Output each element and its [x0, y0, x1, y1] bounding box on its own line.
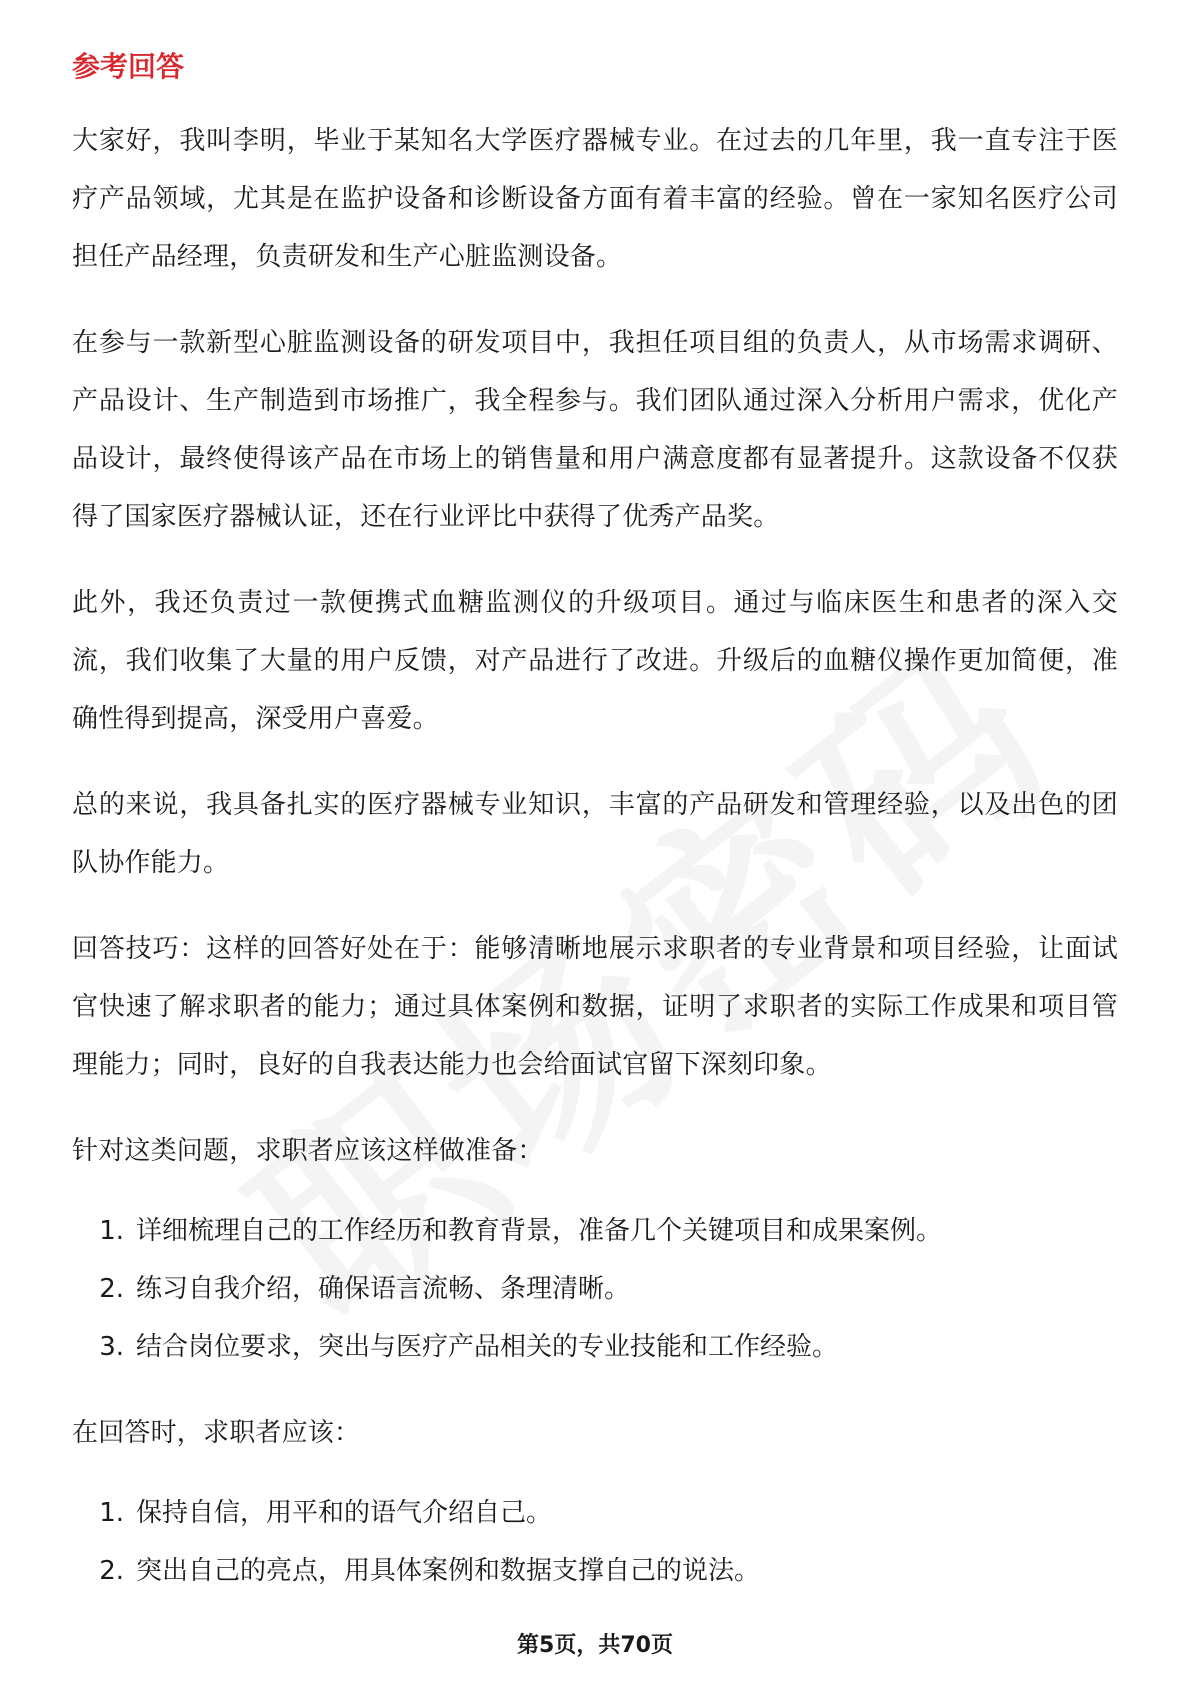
list-item-text: 突出自己的亮点，用具体案例和数据支撑自己的说法。	[136, 1556, 761, 1586]
list-item-text: 保持自信，用平和的语气介绍自己。	[136, 1498, 553, 1528]
list-item	[72, 1202, 1118, 1260]
list-item-number: 1.	[99, 1498, 124, 1528]
answering-list	[72, 1484, 1118, 1600]
section-heading: 参考回答	[72, 50, 185, 83]
paragraph-summary: 总的来说，我具备扎实的医疗器械专业知识，丰富的产品研发和管理经验，以及出色的团队协作能力。	[72, 790, 1118, 878]
document-content	[72, 46, 1118, 1628]
paragraph-answer-tips: 回答技巧：这样的回答好处在于：能够清晰地展示求职者的专业背景和项目经验，让面试官快速了解求职者的能力；通过具体案例和数据，证明了求职者的实际工作成果和项目管理能力；同时，良好的自我表达能力也会给面试官留下深刻印象。	[72, 934, 1118, 1080]
list-item-number: 1.	[99, 1216, 124, 1246]
list-item-text: 练习自我介绍，确保语言流畅、条理清晰。	[136, 1274, 631, 1304]
list-item	[72, 1542, 1118, 1600]
list-item-text: 详细梳理自己的工作经历和教育背景，准备几个关键项目和成果案例。	[136, 1216, 943, 1246]
page-number-footer: 第5页，共70页	[517, 1633, 673, 1658]
list-item	[72, 1260, 1118, 1318]
paragraph-answering-intro: 在回答时，求职者应该：	[72, 1418, 361, 1448]
list-item-number: 2.	[99, 1556, 124, 1586]
paragraph-preparation-intro: 针对这类问题，求职者应该这样做准备：	[72, 1136, 544, 1166]
list-item-text: 结合岗位要求，突出与医疗产品相关的专业技能和工作经验。	[136, 1332, 839, 1362]
paragraph-project-glucose-meter: 此外，我还负责过一款便携式血糖监测仪的升级项目。通过与临床医生和患者的深入交流，我们收集了大量的用户反馈，对产品进行了改进。升级后的血糖仪操作更加简便，准确性得到提高，深受用户喜爱。	[72, 588, 1118, 734]
paragraph-project-heart-monitor: 在参与一款新型心脏监测设备的研发项目中，我担任项目组的负责人，从市场需求调研、产品设计、生产制造到市场推广，我全程参与。我们团队通过深入分析用户需求，优化产品设计，最终使得该产品在市场上的销售量和用户满意度都有显著提升。这款设备不仅获得了国家医疗器械认证，还在行业评比中获得了优秀产品奖。	[72, 328, 1118, 532]
paragraph-intro: 大家好，我叫李明，毕业于某知名大学医疗器械专业。在过去的几年里，我一直专注于医疗产品领域，尤其是在监护设备和诊断设备方面有着丰富的经验。曾在一家知名医疗公司担任产品经理，负责研发和生产心脏监测设备。	[72, 126, 1118, 272]
list-item	[72, 1484, 1118, 1542]
list-item-number: 3.	[99, 1332, 124, 1362]
preparation-list	[72, 1202, 1118, 1376]
list-item	[72, 1318, 1118, 1376]
list-item-number: 2.	[99, 1274, 124, 1304]
